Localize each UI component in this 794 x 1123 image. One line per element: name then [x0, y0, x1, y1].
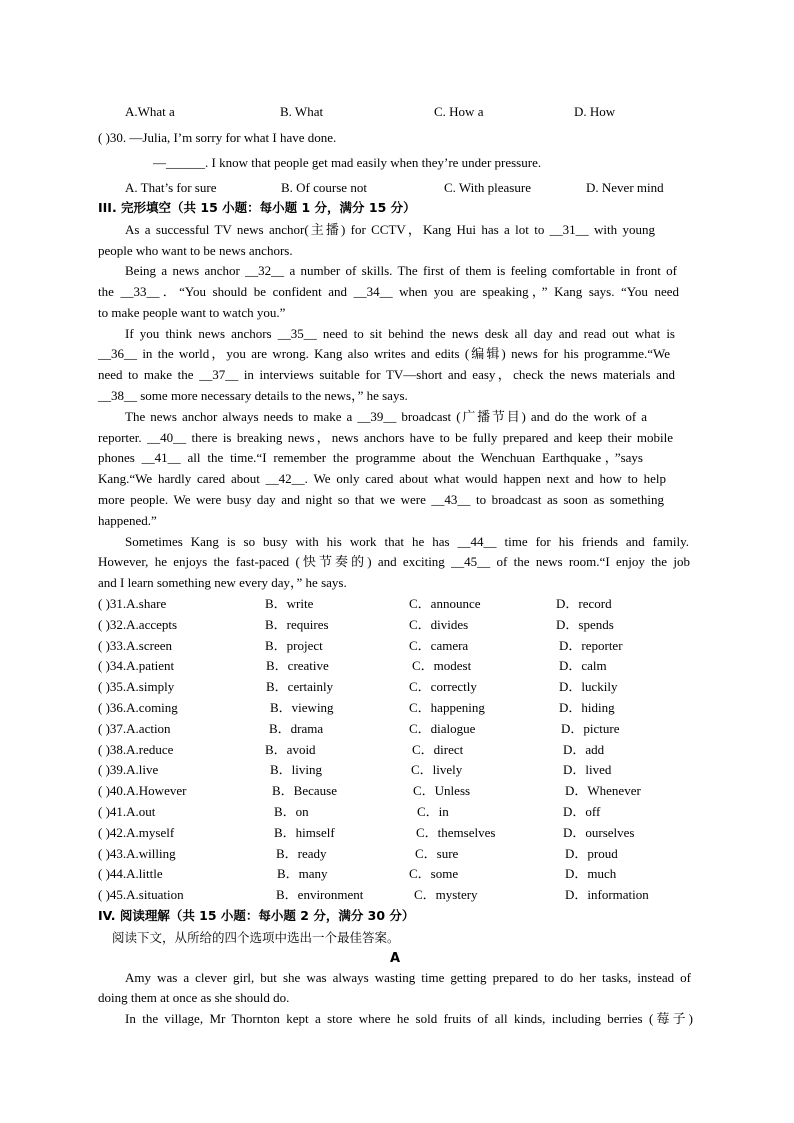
q30-option-c: C. With pleasure [444, 180, 531, 195]
passage-line: The news anchor always needs to make a __39__ broadcast (广播节目) and do the work of a [125, 409, 647, 424]
passage-line: In the village, Mr Thornton kept a store where he sold fruits of all kinds, including berries (莓子) [125, 1011, 693, 1026]
option-d: D．off [563, 804, 601, 819]
question-number-option-a: ( )35.A.simply [98, 679, 175, 694]
option-c: C．sure [415, 846, 459, 861]
q30-option-d: D. Never mind [586, 180, 664, 195]
option-b: B．many [277, 866, 328, 881]
passage-line: people who want to be news anchors. [98, 243, 293, 258]
question-number-option-a: ( )43.A.willing [98, 846, 176, 861]
passage-label: A [389, 951, 401, 966]
question-number-option-a: ( )42.A.myself [98, 825, 175, 840]
option-d: D．calm [559, 658, 607, 673]
q29-option-a: A.What a [125, 104, 175, 119]
passage-line: However, he enjoys the fast-paced (快节奏的) and exciting __45__ of the news room.“I enjoy the job [98, 554, 690, 569]
question-number-option-a: ( )38.A.reduce [98, 742, 174, 757]
q29-option-d: D. How [574, 104, 616, 119]
option-b: B．on [274, 804, 309, 819]
option-c: C．mystery [414, 887, 478, 902]
option-c: C．lively [411, 762, 463, 777]
option-d: D．reporter [559, 638, 623, 653]
passage-line: Amy was a clever girl, but she was always wasting time getting prepared to do her tasks, instead of [125, 970, 691, 985]
section-4-instruction: 阅读下文，从所给的四个选项中选出一个最佳答案。 [112, 930, 400, 945]
passage-line: doing them at once as she should do. [98, 990, 290, 1005]
question-number-option-a: ( )32.A.accepts [98, 617, 178, 632]
option-d: D．lived [563, 762, 612, 777]
option-d: D．Whenever [565, 783, 641, 798]
option-b: B．avoid [265, 742, 316, 757]
option-b: B．ready [276, 846, 327, 861]
option-d: D．ourselves [563, 825, 635, 840]
option-b: B．requires [265, 617, 329, 632]
q30-option-a: A. That’s for sure [125, 180, 217, 195]
question-number-option-a: ( )33.A.screen [98, 638, 172, 653]
option-b: B．write [265, 596, 314, 611]
passage-line: phones __41__ all the time.“I remember the programme about the Wenchuan Earthquake，”says [98, 450, 643, 465]
option-b: B．himself [274, 825, 335, 840]
question-number-option-a: ( )45.A.situation [98, 887, 184, 902]
question-number-option-a: ( )37.A.action [98, 721, 171, 736]
question-number-option-a: ( )31.A.share [98, 596, 167, 611]
passage-line: the __33__．“You should be confident and __34__ when you are speaking，” Kang says. “You need [98, 284, 679, 299]
passage-line: reporter. __40__ there is breaking news，news anchors have to be fully prepared and keep their mobile [98, 430, 673, 445]
q30-option-b: B. Of course not [281, 180, 367, 195]
option-d: D．spends [556, 617, 614, 632]
option-d: D．proud [565, 846, 618, 861]
option-d: D．luckily [559, 679, 618, 694]
option-b: B．Because [272, 783, 337, 798]
passage-line: If you think news anchors __35__ need to sit behind the news desk all day and read out what is [125, 326, 675, 341]
question-number-option-a: ( )44.A.little [98, 866, 163, 881]
passage-line: more people. We were busy day and night so that we were __43__ to broadcast as soon as something [98, 492, 664, 507]
option-c: C．modest [412, 658, 472, 673]
passage-line: Being a news anchor __32__ a number of skills. The first of them is feeling comfortable in front of [125, 263, 677, 278]
question-number-option-a: ( )34.A.patient [98, 658, 175, 673]
option-c: C．announce [409, 596, 481, 611]
question-number-option-a: ( )41.A.out [98, 804, 156, 819]
question-number-option-a: ( )39.A.live [98, 762, 159, 777]
q29-option-b: B. What [280, 104, 324, 119]
option-c: C．divides [409, 617, 469, 632]
passage-line: need to make the __37__ in interviews suitable for TV—short and easy，check the news materials and [98, 367, 675, 382]
option-b: B．project [265, 638, 323, 653]
passage-line: Sometimes Kang is so busy with his work that he has __44__ time for his friends and family. [125, 534, 689, 549]
option-c: C．dialogue [409, 721, 476, 736]
passage-line: As a successful TV news anchor(主播) for CCTV，Kang Hui has a lot to __31__ with young [125, 222, 655, 237]
option-c: C．Unless [413, 783, 471, 798]
option-c: C．in [417, 804, 449, 819]
q30-reply: —______. I know that people get mad easily when they’re under pressure. [153, 155, 542, 170]
option-b: B．living [270, 762, 323, 777]
option-c: C．some [409, 866, 459, 881]
section-4-heading: IV. 阅读理解（共 15 小题：每小题 2 分，满分 30 分） [98, 908, 415, 923]
option-d: D．add [563, 742, 605, 757]
passage-line: to make people want to watch you.” [98, 305, 286, 320]
q30-stem: ( )30. —Julia, I’m sorry for what I have done. [98, 130, 337, 145]
option-b: B．creative [266, 658, 329, 673]
option-b: B．viewing [270, 700, 334, 715]
option-d: D．hiding [559, 700, 615, 715]
question-number-option-a: ( )40.A.However [98, 783, 187, 798]
passage-line: __38__ some more necessary details to the news，” he says. [98, 388, 408, 403]
option-c: C．camera [409, 638, 469, 653]
option-d: D．information [565, 887, 649, 902]
option-b: B．drama [269, 721, 324, 736]
passage-line: Kang.“We hardly cared about __42__. We only cared about what would happen next and how to help [98, 471, 666, 486]
option-b: B．environment [276, 887, 364, 902]
option-d: D．record [556, 596, 612, 611]
option-c: C．direct [412, 742, 464, 757]
option-c: C．happening [409, 700, 485, 715]
section-3-heading: III. 完形填空（共 15 小题：每小题 1 分，满分 15 分） [98, 200, 416, 215]
option-c: C．themselves [416, 825, 496, 840]
option-d: D．picture [561, 721, 620, 736]
question-number-option-a: ( )36.A.coming [98, 700, 178, 715]
option-d: D．much [565, 866, 617, 881]
passage-line: and I learn something new every day，” he says. [98, 575, 347, 590]
passage-line: happened.” [98, 513, 157, 528]
q29-option-c: C. How a [434, 104, 484, 119]
passage-line: __36__ in the world，you are wrong. Kang also writes and edits (编辑) news for his programme.“We [98, 346, 670, 361]
option-b: B．certainly [266, 679, 334, 694]
option-c: C．correctly [409, 679, 477, 694]
